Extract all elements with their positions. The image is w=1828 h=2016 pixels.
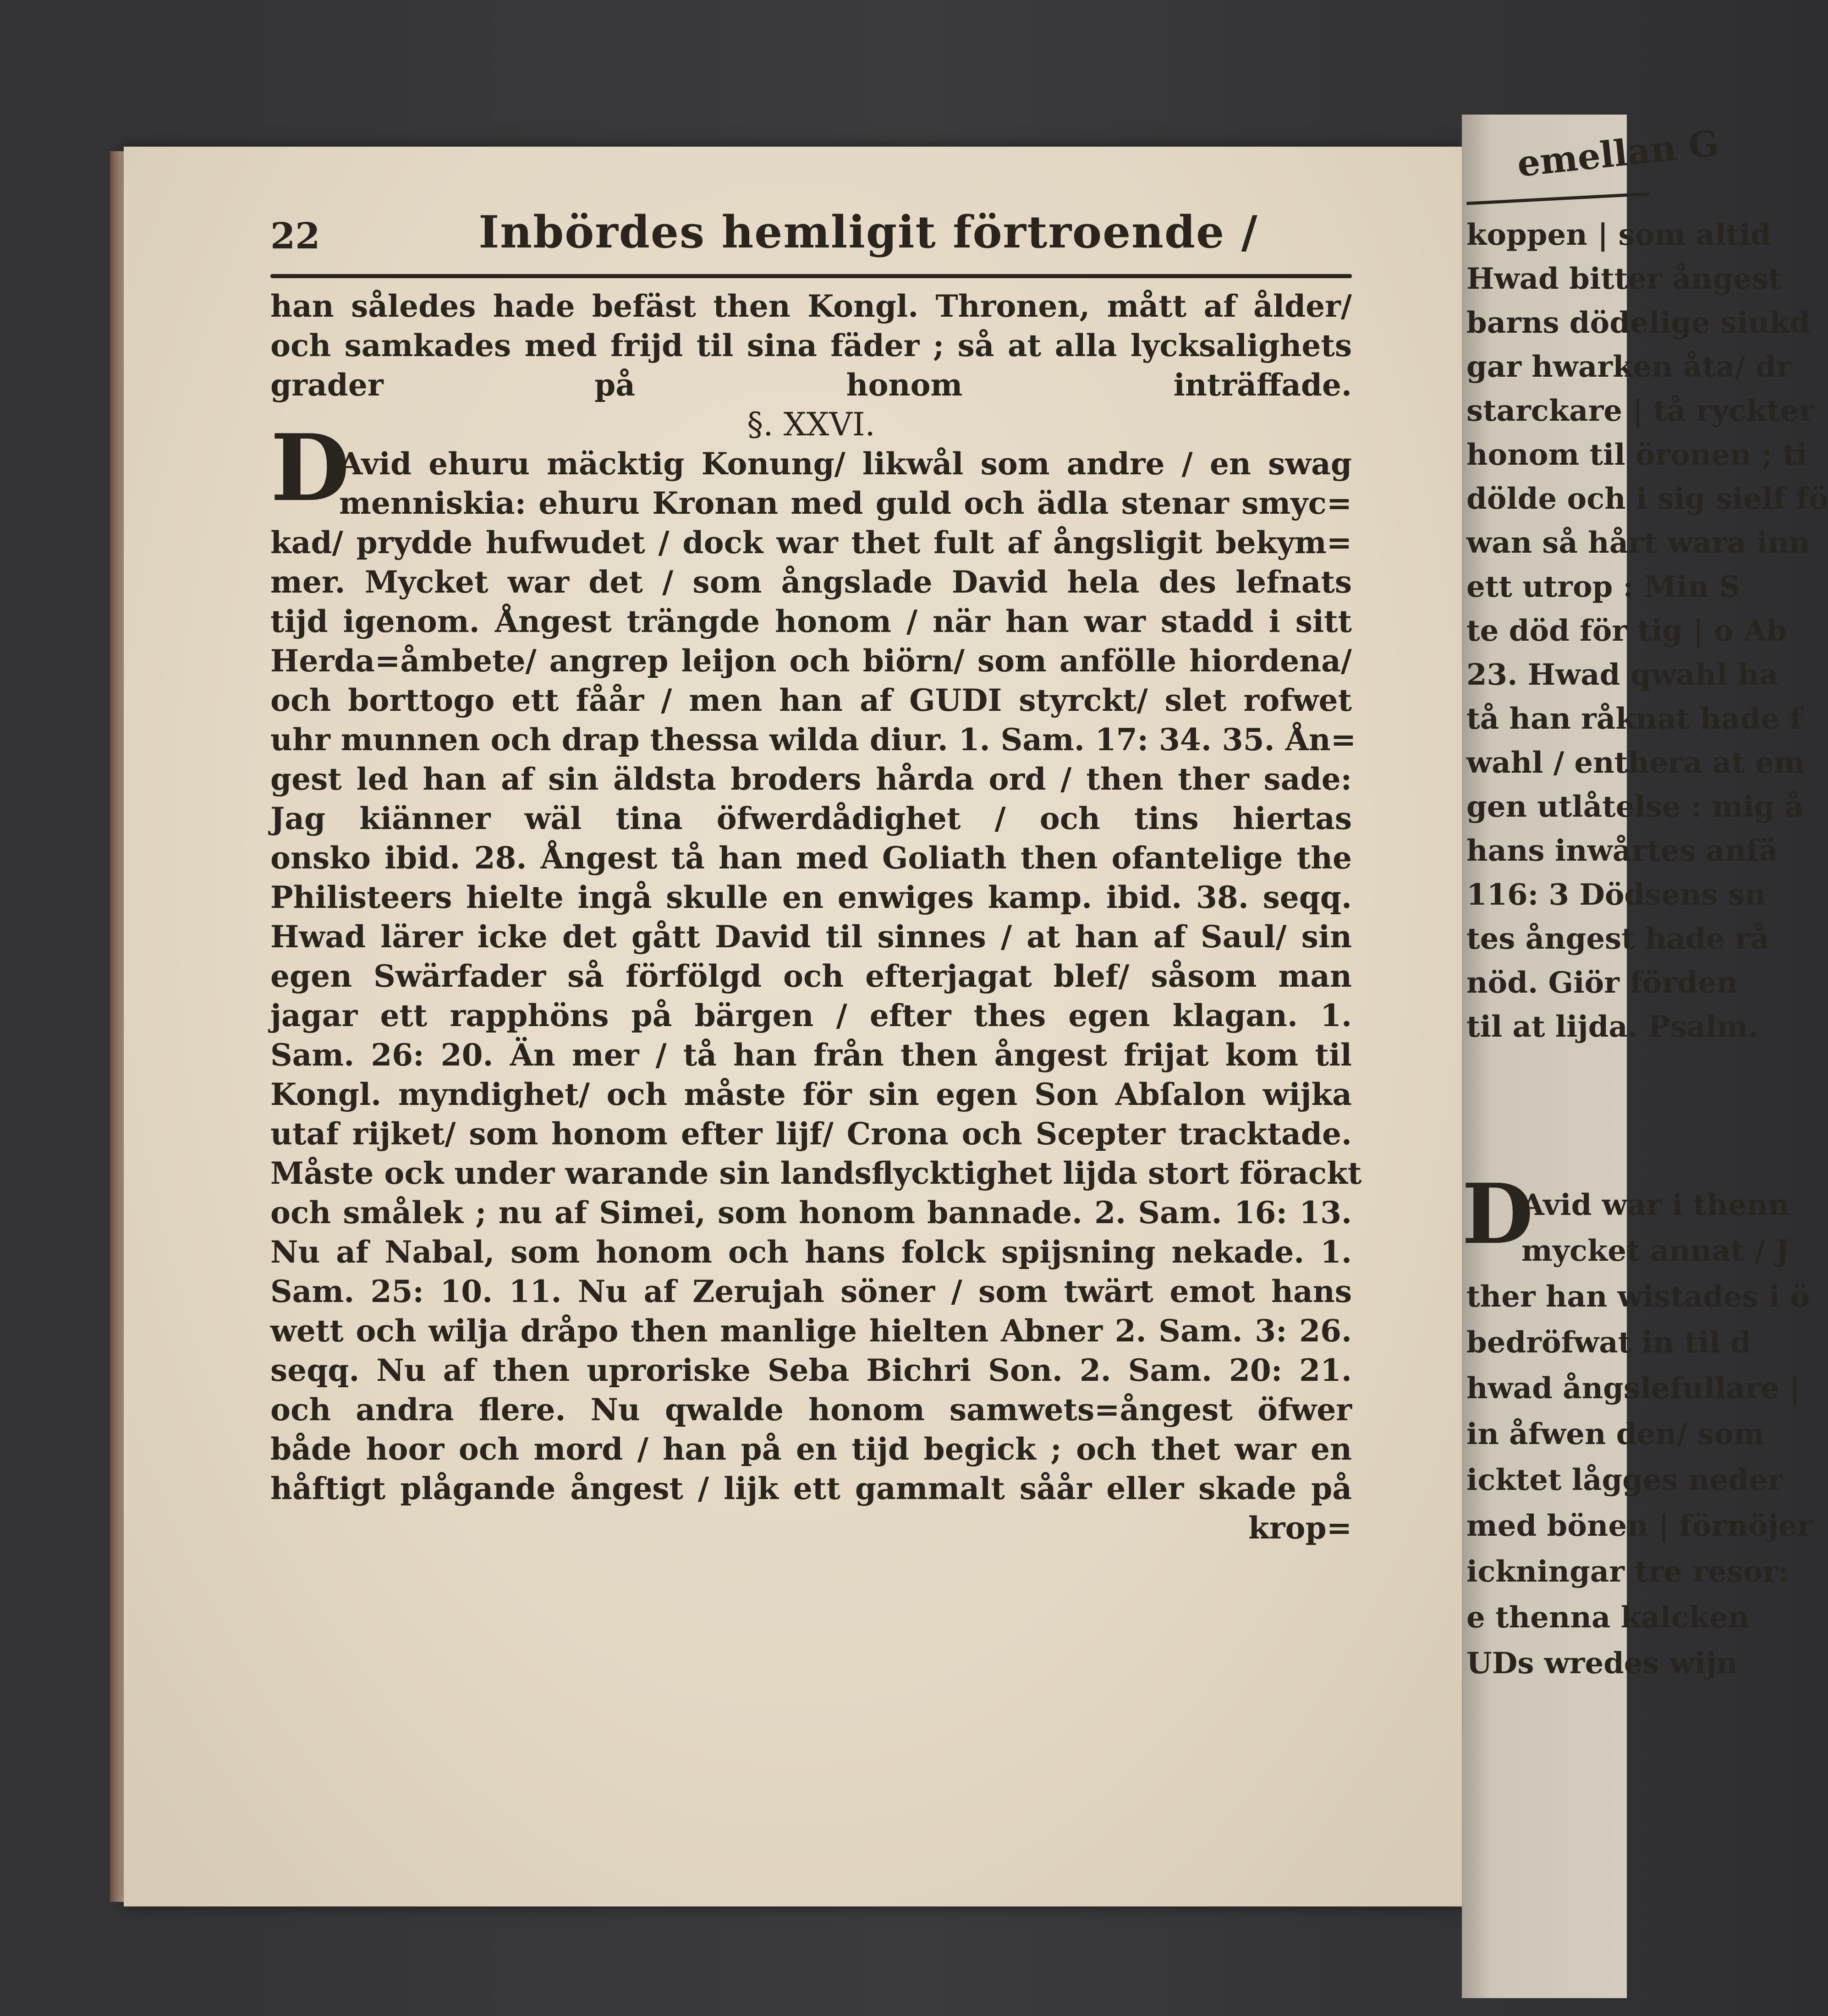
right-text-line: dölde och i sig sielf fö <box>1466 482 1828 516</box>
text-line: grader på honom inträffade. <box>270 367 1352 403</box>
right-text-line: 23. Hwad qwahl ha <box>1466 658 1779 692</box>
right-text-line: barns dödelige siukd <box>1466 306 1811 340</box>
text-line: Jag kiänner wäl tina öfwerdådighet / och tins hiertas <box>270 801 1352 836</box>
right-text-line: e thenna kalcken <box>1466 1600 1750 1635</box>
right-text-line: nöd. Giör förden <box>1466 966 1738 1000</box>
right-text-line: bedröfwat in til d <box>1466 1325 1751 1360</box>
right-text-line: wahl / enthera at em <box>1466 746 1805 780</box>
left-page <box>124 147 1462 1906</box>
right-text-line: ickningar tre resor: <box>1466 1555 1789 1589</box>
right-header-rule <box>1466 192 1650 205</box>
right-running-title: emellan G <box>1515 122 1721 185</box>
text-line: Måste ock under warande sin landsflycktighet lijda stort förackt <box>270 1155 1362 1191</box>
right-text-line: in åfwen den/ som <box>1466 1417 1765 1451</box>
right-text-line: hans inwårtes anfä <box>1466 834 1778 868</box>
text-line: mer. Mycket war det / som ångslade David hela des lefnats <box>270 564 1352 600</box>
right-text-line: koppen | som altid <box>1466 218 1771 252</box>
right-text-line: honom til öronen ; ti <box>1466 438 1807 472</box>
text-line: Avid ehuru mäcktig Konung/ likwål som andre / en swag <box>339 446 1352 482</box>
right-body-text-2 <box>1466 1182 1812 1686</box>
right-body-text <box>1466 213 1828 1049</box>
text-line: wett och wilja dråpo then manlige hielten Abner 2. Sam. 3: 26. <box>270 1313 1352 1349</box>
running-title: Inbördes hemligit förtroende / <box>478 206 1258 258</box>
right-text-line: wan så hårt wara inn <box>1466 526 1811 560</box>
section-heading: §. XXVI. <box>747 406 875 443</box>
text-line: och smålek ; nu af Simei, som honom bannade. 2. Sam. 16: 13. <box>270 1195 1352 1230</box>
right-text-line: Avid war i thenn <box>1521 1188 1790 1222</box>
text-line: jagar ett rapphöns på bärgen / efter thes egen klagan. 1. <box>270 998 1352 1033</box>
text-line: håftigt plågande ångest / lijk ett gammalt såår eller skade på <box>270 1471 1352 1506</box>
header-rule <box>270 274 1352 278</box>
text-line: han således hade befäst then Kongl. Thronen, mått af ålder/ <box>270 288 1352 324</box>
text-line: Sam. 25: 10. 11. Nu af Zerujah söner / som twärt emot hans <box>270 1274 1352 1309</box>
page-number: 22 <box>270 215 320 257</box>
right-text-line: gar hwarken åta/ dr <box>1466 350 1792 384</box>
text-line: egen Swärfader så förfölgd och efterjagat blef/ såsom man <box>270 958 1352 994</box>
text-line: Sam. 26: 20. Än mer / tå han från then ångest frijat kom til <box>270 1037 1352 1073</box>
right-text-line: hwad ångslefullare | <box>1466 1371 1801 1406</box>
text-line: seqq. Nu af then uproriske Seba Bichri Son. 2. Sam. 20: 21. <box>270 1352 1352 1388</box>
text-line: och andra flere. Nu qwalde honom samwets=ångest öfwer <box>270 1392 1352 1428</box>
right-text-line: Hwad bitter ångest <box>1466 262 1782 296</box>
right-text-line: 116: 3 Dödsens sn <box>1466 878 1766 912</box>
text-line: uhr munnen och drap thessa wilda diur. 1. Sam. 17: 34. 35. Ån= <box>270 722 1356 758</box>
text-line: tijd igenom. Ångest trängde honom / när han war stadd i sitt <box>270 604 1352 639</box>
right-text-line: UDs wredes wijn <box>1466 1646 1738 1681</box>
text-line: och borttogo ett fåår / men han af GUDI styrckt/ slet rofwet <box>270 682 1352 718</box>
right-text-line: te död för tig | o Ab <box>1466 614 1787 648</box>
right-text-line: gen utlåtelse : mig å <box>1466 790 1804 824</box>
text-line: krop= <box>1248 1510 1352 1546</box>
right-text-line: til at lijda. Psalm. <box>1466 1010 1758 1044</box>
body-text <box>270 286 1362 1548</box>
text-line: Nu af Nabal, som honom och hans folck spijsning nekade. 1. <box>270 1234 1352 1270</box>
text-line: gest led han af sin äldsta broders hårda ord / then ther sade: <box>270 761 1352 797</box>
text-line: Hwad lärer icke det gått David til sinnes / at han af Saul/ sin <box>270 919 1352 955</box>
right-text-line: ett utrop : Min S <box>1466 570 1740 604</box>
right-text-line: tes ångest hade rå <box>1466 922 1769 956</box>
right-text-line: mycket annat / J <box>1521 1234 1790 1268</box>
right-text-line: med bönen | förnöjer <box>1466 1509 1813 1543</box>
text-line: och samkades med frijd til sina fäder ; så at alla lycksalighets <box>270 328 1352 363</box>
right-text-line: tå han råknat hade f <box>1466 702 1802 736</box>
right-page <box>1462 115 1828 1998</box>
text-line: både hoor och mord / han på en tijd begick ; och thet war en <box>270 1431 1352 1467</box>
right-text-line: starckare | tå ryckter <box>1466 394 1815 428</box>
text-line: onsko ibid. 28. Ångest tå han med Goliath then ofantelige the <box>270 840 1352 876</box>
text-line: kad/ prydde hufwudet / dock war thet fult af ångsligit bekym= <box>270 525 1352 560</box>
right-drop-cap: D <box>1462 1166 1534 1263</box>
right-text-line: icktet lågges neder <box>1466 1463 1783 1497</box>
text-line: utaf rijket/ som honom efter lijf/ Crona och Scepter tracktade. <box>270 1116 1352 1152</box>
text-line: menniskia: ehuru Kronan med guld och ädla stenar smyc= <box>339 485 1352 521</box>
right-text-line: ther han wistades i ö <box>1466 1280 1810 1314</box>
text-line: Herda=åmbete/ angrep leijon och biörn/ som anfölle hiordena/ <box>270 643 1352 679</box>
text-line: Kongl. myndighet/ och måste för sin egen Son Abſalon wijka <box>270 1077 1352 1112</box>
text-line: Philisteers hielte ingå skulle en enwiges kamp. ibid. 38. seqq. <box>270 879 1352 915</box>
drop-cap: D <box>270 414 350 522</box>
